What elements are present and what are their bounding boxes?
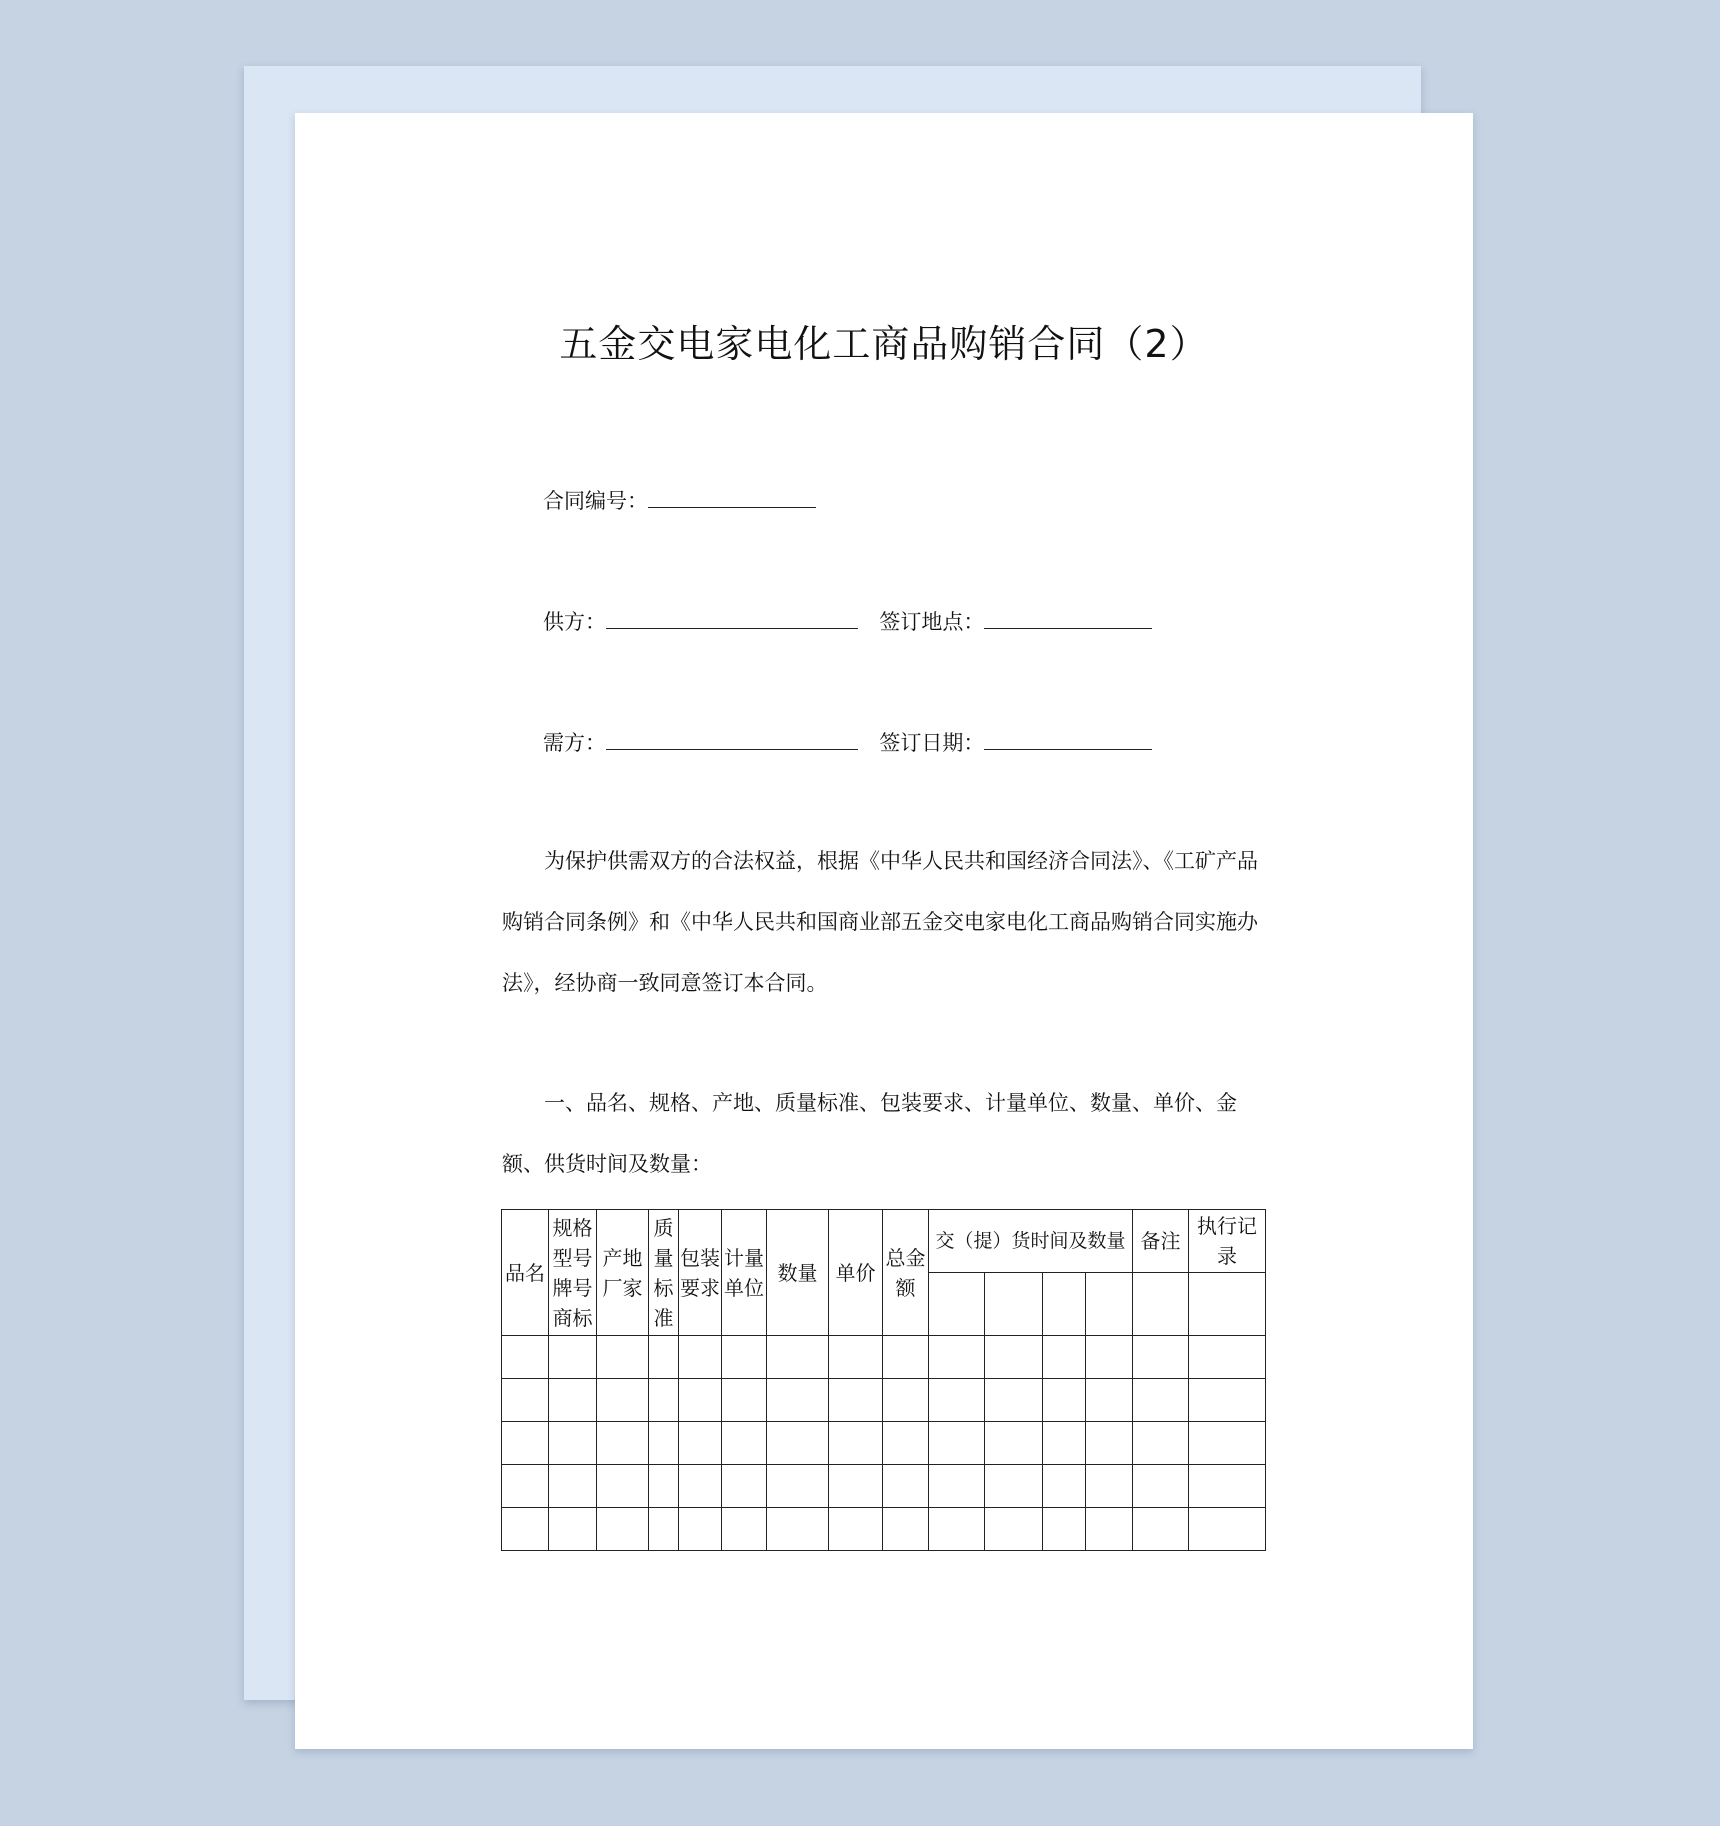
delivery-cell[interactable]: [1043, 1273, 1086, 1336]
table-cell[interactable]: [985, 1336, 1043, 1379]
table-cell[interactable]: [1043, 1336, 1086, 1379]
header-spec: 规格型号牌号商标: [549, 1210, 597, 1336]
delivery-cell[interactable]: [985, 1273, 1043, 1336]
table-cell[interactable]: [1086, 1508, 1133, 1551]
table-cell[interactable]: [597, 1422, 649, 1465]
table-cell[interactable]: [929, 1379, 985, 1422]
table-cell[interactable]: [649, 1336, 679, 1379]
table-cell[interactable]: [767, 1379, 829, 1422]
section-1-text: 一、品名、规格、产地、质量标准、包装要求、计量单位、数量、单价、金额、供货时间及数量：: [502, 1091, 1237, 1176]
remarks-cell[interactable]: [1133, 1273, 1189, 1336]
table-cell[interactable]: [883, 1422, 929, 1465]
header-total: 总金额: [883, 1210, 929, 1336]
table-row: [502, 1465, 1266, 1508]
header-origin: 产地厂家: [597, 1210, 649, 1336]
table-cell[interactable]: [829, 1379, 883, 1422]
table-cell[interactable]: [549, 1336, 597, 1379]
table-cell[interactable]: [679, 1336, 722, 1379]
table-cell[interactable]: [1086, 1336, 1133, 1379]
header-name: 品名: [502, 1210, 549, 1336]
table-cell[interactable]: [502, 1422, 549, 1465]
header-quantity: 数量: [767, 1210, 829, 1336]
supplier-label: 供方：: [543, 610, 606, 634]
table-row: [502, 1336, 1266, 1379]
table-cell[interactable]: [1189, 1379, 1266, 1422]
contract-number-label: 合同编号：: [543, 489, 648, 513]
table-cell[interactable]: [722, 1422, 767, 1465]
header-delivery: 交（提）货时间及数量: [929, 1210, 1133, 1273]
table-cell[interactable]: [767, 1465, 829, 1508]
table-cell[interactable]: [985, 1465, 1043, 1508]
buyer-label: 需方：: [543, 731, 606, 755]
table-cell[interactable]: [549, 1508, 597, 1551]
table-cell[interactable]: [1189, 1508, 1266, 1551]
record-cell[interactable]: [1189, 1273, 1266, 1336]
table-cell[interactable]: [985, 1422, 1043, 1465]
supplier-line: [543, 606, 1152, 636]
table-cell[interactable]: [929, 1336, 985, 1379]
contract-page: [295, 113, 1473, 1749]
table-cell[interactable]: [597, 1465, 649, 1508]
table-cell[interactable]: [549, 1422, 597, 1465]
contract-number-line: [543, 485, 816, 515]
header-remarks: 备注: [1133, 1210, 1189, 1273]
table-cell[interactable]: [1043, 1379, 1086, 1422]
header-packaging: 包装要求: [679, 1210, 722, 1336]
goods-table: [501, 1209, 1266, 1551]
table-cell[interactable]: [1189, 1422, 1266, 1465]
table-cell[interactable]: [649, 1422, 679, 1465]
sign-date-field[interactable]: [984, 729, 1152, 750]
table-cell[interactable]: [679, 1465, 722, 1508]
sign-place-label: 签订地点：: [879, 610, 985, 634]
table-cell[interactable]: [649, 1379, 679, 1422]
table-cell[interactable]: [1043, 1465, 1086, 1508]
table-cell[interactable]: [1189, 1336, 1266, 1379]
table-cell[interactable]: [883, 1379, 929, 1422]
table-cell[interactable]: [1043, 1508, 1086, 1551]
delivery-cell[interactable]: [929, 1273, 985, 1336]
table-cell[interactable]: [985, 1508, 1043, 1551]
table-cell[interactable]: [1043, 1422, 1086, 1465]
document-title: 五金交电家电化工商品购销合同（2）: [559, 322, 1209, 366]
header-unit-price: 单价: [829, 1210, 883, 1336]
table-cell[interactable]: [502, 1508, 549, 1551]
table-cell[interactable]: [1086, 1422, 1133, 1465]
table-cell[interactable]: [722, 1508, 767, 1551]
table-body: [502, 1336, 1266, 1551]
table-row: [502, 1422, 1266, 1465]
sign-date-label: 签订日期：: [879, 731, 985, 755]
table-cell[interactable]: [597, 1336, 649, 1379]
table-cell[interactable]: [829, 1508, 883, 1551]
table-cell[interactable]: [502, 1379, 549, 1422]
buyer-field[interactable]: [606, 729, 858, 750]
table-cell[interactable]: [679, 1422, 722, 1465]
table-cell[interactable]: [1133, 1465, 1189, 1508]
table-cell[interactable]: [597, 1379, 649, 1422]
table-cell[interactable]: [985, 1379, 1043, 1422]
sign-place-field[interactable]: [984, 608, 1152, 629]
intro-text: 为保护供需双方的合法权益，根据《中华人民共和国经济合同法》、《工矿产品购销合同条例》和《中华人民共和国商业部五金交电家电化工商品购销合同实施办法》，经协商一致同意签订本合同。: [502, 849, 1258, 995]
table-cell[interactable]: [1133, 1336, 1189, 1379]
table-cell[interactable]: [649, 1508, 679, 1551]
table-cell[interactable]: [829, 1465, 883, 1508]
table-cell[interactable]: [1086, 1465, 1133, 1508]
section-1-paragraph: [502, 1073, 1264, 1195]
table-cell[interactable]: [1133, 1508, 1189, 1551]
table-cell[interactable]: [883, 1465, 929, 1508]
delivery-cell[interactable]: [1086, 1273, 1133, 1336]
table-cell[interactable]: [722, 1465, 767, 1508]
table-row: [502, 1379, 1266, 1422]
table-cell[interactable]: [1189, 1465, 1266, 1508]
table-cell[interactable]: [502, 1465, 549, 1508]
table-cell[interactable]: [767, 1508, 829, 1551]
header-quality: 质量标准: [649, 1210, 679, 1336]
header-record: 执行记录: [1189, 1210, 1266, 1273]
table-cell[interactable]: [829, 1336, 883, 1379]
table-cell[interactable]: [1133, 1379, 1189, 1422]
table-cell[interactable]: [502, 1336, 549, 1379]
table-cell[interactable]: [883, 1508, 929, 1551]
supplier-field[interactable]: [606, 608, 858, 629]
table-cell[interactable]: [829, 1422, 883, 1465]
table-cell[interactable]: [679, 1508, 722, 1551]
table-cell[interactable]: [649, 1465, 679, 1508]
table-cell[interactable]: [1086, 1379, 1133, 1422]
table-cell[interactable]: [549, 1465, 597, 1508]
table-cell[interactable]: [722, 1336, 767, 1379]
table-cell[interactable]: [929, 1508, 985, 1551]
contract-number-field[interactable]: [648, 487, 816, 508]
table-cell[interactable]: [549, 1379, 597, 1422]
table-cell[interactable]: [929, 1465, 985, 1508]
table-cell[interactable]: [722, 1379, 767, 1422]
table-cell[interactable]: [767, 1422, 829, 1465]
table-cell[interactable]: [929, 1422, 985, 1465]
table-cell[interactable]: [597, 1508, 649, 1551]
header-unit: 计量单位: [722, 1210, 767, 1336]
intro-paragraph: [502, 831, 1264, 1014]
table-cell[interactable]: [1133, 1422, 1189, 1465]
buyer-line: [543, 727, 1152, 757]
table-row: [502, 1508, 1266, 1551]
table-cell[interactable]: [679, 1379, 722, 1422]
table-cell[interactable]: [883, 1336, 929, 1379]
table-cell[interactable]: [767, 1336, 829, 1379]
